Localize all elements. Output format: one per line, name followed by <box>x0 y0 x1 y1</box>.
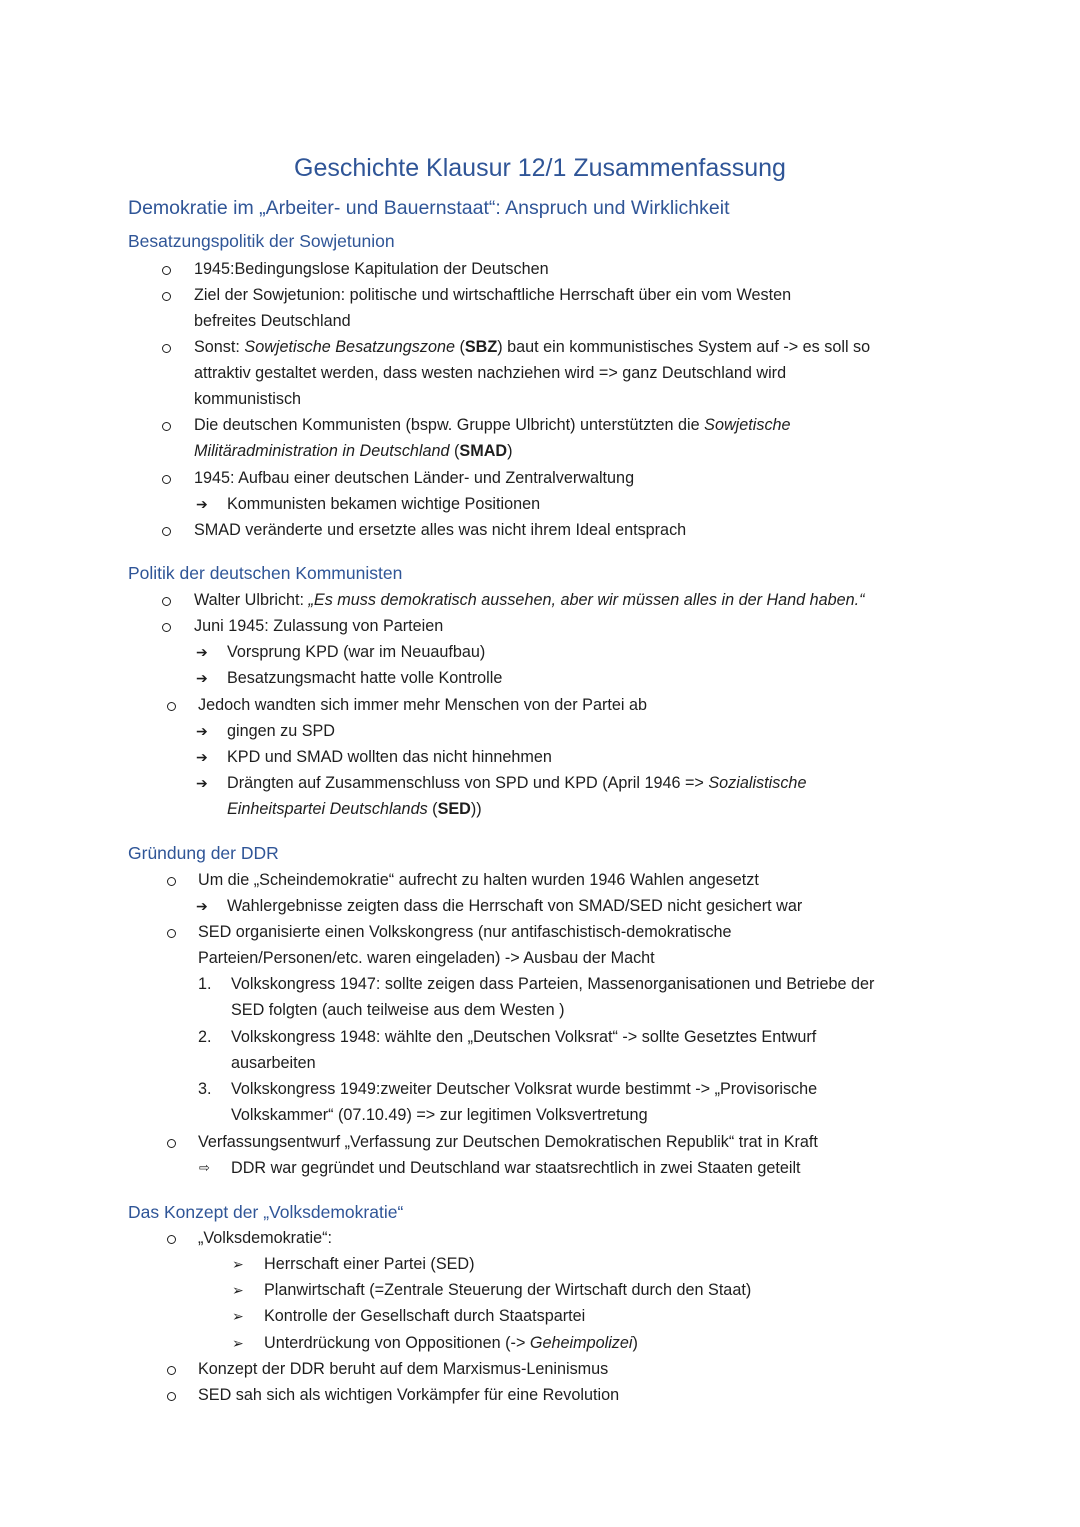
list-item-continuation: Militäradministration in Deutschland (SMAD) <box>194 442 513 460</box>
arrow-bullet-icon: ➔ <box>196 644 208 660</box>
list-item-continuation: Parteien/Personen/etc. waren eingeladen) -> Ausbau der Macht <box>198 949 655 967</box>
arrow-bullet-icon: ➔ <box>196 670 208 686</box>
list-item: Um die „Scheindemokratie“ aufrecht zu halten wurden 1946 Wahlen angesetzt <box>198 871 759 889</box>
list-item: Walter Ulbricht: „Es muss demokratisch aussehen, aber wir müssen alles in der Hand haben.“ <box>194 591 865 609</box>
list-item: „Volksdemokratie“: <box>198 1229 333 1247</box>
section-heading-besatzungspolitik: Besatzungspolitik der Sowjetunion <box>128 231 395 251</box>
list-item: Die deutschen Kommunisten (bspw. Gruppe Ulbricht) unterstützten die Sowjetische <box>194 416 791 434</box>
arrow-bullet-icon: ➔ <box>196 749 208 765</box>
sub-list-item: Unterdrückung von Oppositionen (-> Geheimpolizei) <box>264 1334 638 1352</box>
list-item: Jedoch wandten sich immer mehr Menschen von der Partei ab <box>198 696 647 714</box>
sub-list-item: gingen zu SPD <box>227 722 335 740</box>
hollow-circle-bullet-icon <box>162 623 171 632</box>
numbered-list-item-continuation: ausarbeiten <box>231 1054 316 1072</box>
list-item: SED organisierte einen Volkskongress (nur antifaschistisch-demokratische <box>198 923 732 941</box>
arrow-bullet-icon: ➔ <box>196 723 208 739</box>
section-heading-politik: Politik der deutschen Kommunisten <box>128 563 403 583</box>
numbered-marker: 1. <box>198 975 212 993</box>
sub-list-item: Besatzungsmacht hatte volle Kontrolle <box>227 669 503 687</box>
list-item: Juni 1945: Zulassung von Parteien <box>194 617 444 635</box>
sub-list-item: Wahlergebnisse zeigten dass die Herrschaft von SMAD/SED nicht gesichert war <box>227 897 803 915</box>
sub-list-item: Herrschaft einer Partei (SED) <box>264 1255 475 1273</box>
chevron-bullet-icon: ➢ <box>232 1282 244 1298</box>
sub-list-item: KPD und SMAD wollten das nicht hinnehmen <box>227 748 552 766</box>
numbered-list-item: Volkskongress 1947: sollte zeigen dass Parteien, Massenorganisationen und Betriebe der <box>231 975 875 993</box>
numbered-list-item-continuation: SED folgten (auch teilweise aus dem Westen ) <box>231 1001 565 1019</box>
hollow-circle-bullet-icon <box>167 1366 176 1375</box>
list-item-continuation: kommunistisch <box>194 390 302 408</box>
chevron-bullet-icon: ➢ <box>232 1308 244 1324</box>
list-item: 1945:Bedingungslose Kapitulation der Deutschen <box>194 260 549 278</box>
list-item: Konzept der DDR beruht auf dem Marxismus-Leninismus <box>198 1360 609 1378</box>
hollow-circle-bullet-icon <box>167 1139 176 1148</box>
numbered-list-item: Volkskongress 1948: wählte den „Deutschen Volksrat“ -> sollte Gesetztes Entwurf <box>231 1028 817 1046</box>
hollow-circle-bullet-icon <box>162 422 171 431</box>
hollow-circle-bullet-icon <box>162 266 171 275</box>
document-title: Geschichte Klausur 12/1 Zusammenfassung <box>294 154 786 182</box>
arrow-bullet-icon: ➔ <box>196 775 208 791</box>
list-item-continuation: befreites Deutschland <box>194 312 351 330</box>
hollow-circle-bullet-icon <box>162 475 171 484</box>
sub-list-item: Drängten auf Zusammenschluss von SPD und KPD (April 1946 => Sozialistische <box>227 774 807 792</box>
arrow-bullet-icon: ➔ <box>196 496 208 512</box>
hollow-circle-bullet-icon <box>167 702 176 711</box>
main-heading: Demokratie im „Arbeiter- und Bauernstaat“: Anspruch und Wirklichkeit <box>128 197 730 219</box>
sub-list-item: Vorsprung KPD (war im Neuaufbau) <box>227 643 486 661</box>
section-heading-gruendung: Gründung der DDR <box>128 843 279 863</box>
list-item: SED sah sich als wichtigen Vorkämpfer für eine Revolution <box>198 1386 620 1404</box>
sub-list-item-continuation: Einheitspartei Deutschlands (SED)) <box>227 800 482 818</box>
list-item-continuation: attraktiv gestaltet werden, dass westen nachziehen wird => ganz Deutschland wird <box>194 364 787 382</box>
list-item: Sonst: Sowjetische Besatzungszone (SBZ) baut ein kommunistisches System auf -> es soll so <box>194 338 871 356</box>
hollow-circle-bullet-icon <box>162 292 171 301</box>
numbered-marker: 3. <box>198 1080 212 1098</box>
hollow-circle-bullet-icon <box>162 597 171 606</box>
chevron-bullet-icon: ➢ <box>232 1256 244 1272</box>
hollow-circle-bullet-icon <box>162 527 171 536</box>
list-item: Ziel der Sowjetunion: politische und wirtschaftliche Herrschaft über ein vom Westen <box>194 286 792 304</box>
hollow-circle-bullet-icon <box>167 877 176 886</box>
sub-list-item: DDR war gegründet und Deutschland war staatsrechtlich in zwei Staaten geteilt <box>231 1159 801 1177</box>
sub-list-item: Kommunisten bekamen wichtige Positionen <box>227 495 541 513</box>
arrow-bullet-icon: ➔ <box>196 898 208 914</box>
chevron-bullet-icon: ➢ <box>232 1335 244 1351</box>
numbered-list-item-continuation: Volkskammer“ (07.10.49) => zur legitimen Volksvertretung <box>231 1106 648 1124</box>
list-item: Verfassungsentwurf „Verfassung zur Deutschen Demokratischen Republik“ trat in Kraft <box>198 1133 818 1151</box>
sub-list-item: Kontrolle der Gesellschaft durch Staatspartei <box>264 1307 586 1325</box>
hollow-circle-bullet-icon <box>167 1392 176 1401</box>
list-item: 1945: Aufbau einer deutschen Länder- und Zentralverwaltung <box>194 469 635 487</box>
list-item: SMAD veränderte und ersetzte alles was nicht ihrem Ideal entsprach <box>194 521 687 539</box>
numbered-marker: 2. <box>198 1028 212 1046</box>
numbered-list-item: Volkskongress 1949:zweiter Deutscher Volksrat wurde bestimmt -> „Provisorische <box>231 1080 818 1098</box>
hollow-circle-bullet-icon <box>167 929 176 938</box>
hollow-arrow-bullet-icon: ⇨ <box>199 1160 210 1175</box>
sub-list-item: Planwirtschaft (=Zentrale Steuerung der Wirtschaft durch den Staat) <box>264 1281 752 1299</box>
hollow-circle-bullet-icon <box>162 344 171 353</box>
section-heading-volksdemokratie: Das Konzept der „Volksdemokratie“ <box>128 1202 404 1222</box>
hollow-circle-bullet-icon <box>167 1235 176 1244</box>
